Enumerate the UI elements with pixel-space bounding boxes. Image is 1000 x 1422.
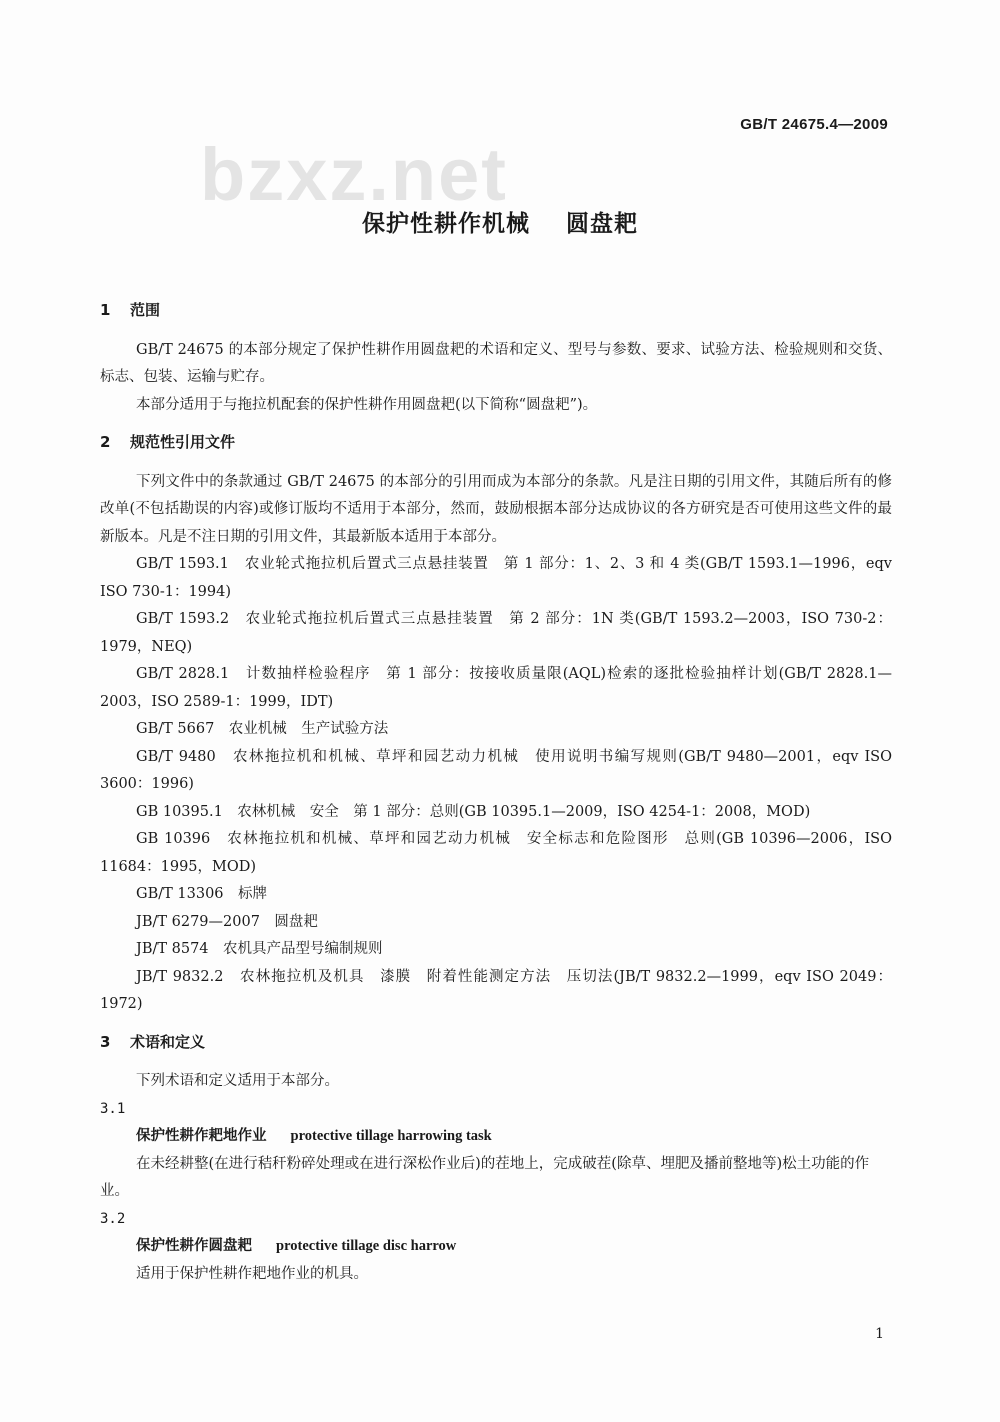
reference-item: GB/T 5667 农业机械 生产试验方法 [136,721,389,737]
paragraph: 本部分适用于与拖拉机配套的保护性耕作用圆盘耙(以下简称“圆盘耙”)。 [136,396,598,413]
watermark: bzxz.net [200,133,508,216]
document-body [100,297,892,1288]
section-heading-scope [100,297,892,325]
term-number: 3.2 [100,1210,126,1227]
reference-item: JB/T 8574 农机具产品型号编制规则 [136,941,383,957]
term-definition: 在未经耕整(在进行秸秆粉碎处理或在进行深松作业后)的茬地上，完成破茬(除草、埋肥及播前整地等)松土功能的作业。 [100,1155,870,1199]
reference-item: GB 10396 农林拖拉机和机械、草坪和园艺动力机械 安全标志和危险图形 总则(GB 10396—2006，ISO 11684：1995，MOD) [100,831,892,875]
term-title-zh: 保护性耕作圆盘耙 [136,1238,252,1254]
reference-item: JB/T 9832.2 农林拖拉机及机具 漆膜 附着性能测定方法 压切法(JB/T 9832.2—1999，eqv ISO 2049：1972) [100,968,892,1012]
section-number: 1 [100,301,111,319]
section-heading-terms-definitions [100,1029,892,1057]
reference-item: GB/T 1593.1 农业轮式拖拉机后置式三点悬挂装置 第 1 部分：1、2、3 和 4 类(GB/T 1593.1—1996，eqv ISO 730-1：1994) [100,556,892,600]
reference-item: GB/T 2828.1 计数抽样检验程序 第 1 部分：按接收质量限(AQL)检索的逐批检验抽样计划(GB/T 2828.1—2003，ISO 2589-1：1999，IDT) [100,666,892,710]
document-title: 保护性耕作机械 圆盘耙 [361,211,639,237]
page-number: 1 [875,1326,884,1342]
term-title [100,1233,892,1261]
section-number: 3 [100,1032,111,1051]
term-title [100,1123,892,1151]
section-title: 范围 [130,301,161,319]
paragraph: 下列术语和定义适用于本部分。 [136,1073,339,1089]
section-number: 2 [100,433,111,451]
section-title: 术语和定义 [130,1032,206,1051]
reference-item: JB/T 6279—2007 圆盘耙 [136,913,318,930]
paragraph: 下列文件中的条款通过 GB/T 24675 的本部分的引用而成为本部分的条款。凡是注日期的引用文件，其随后所有的修改单(不包括勘误的内容)或修订版均不适用于本部分，然而，鼓励根据本部分达成协议的各方研究是否可使用这些文件的最新版本。凡是不注日期的引用文件，其最新版本适用于本部分。 [100,473,892,545]
term-title-en: protective tillage disc harrow [276,1238,457,1254]
section-title: 规范性引用文件 [130,433,236,451]
reference-item: GB/T 13306 标牌 [136,886,268,902]
section-heading-normative-references [100,429,892,457]
reference-item: GB/T 1593.2 农业轮式拖拉机后置式三点悬挂装置 第 2 部分：1N 类(GB/T 1593.2—2003，ISO 730-2：1979，NEQ) [100,611,892,655]
term-number: 3.1 [100,1100,126,1117]
reference-item: GB 10395.1 农林机械 安全 第 1 部分：总则(GB 10395.1—2009，ISO 4254-1：2008，MOD) [136,803,811,820]
reference-item: GB/T 9480 农林拖拉机和机械、草坪和园艺动力机械 使用说明书编写规则(GB/T 9480—2001，eqv ISO 3600：1996) [100,748,892,792]
term-definition: 适用于保护性耕作耙地作业的机具。 [136,1265,368,1282]
term-title-zh: 保护性耕作耙地作业 [136,1128,267,1144]
standard-number: GB/T 24675.4—2009 [740,116,888,133]
term-title-en: protective tillage harrowing task [290,1128,492,1144]
paragraph: GB/T 24675 的本部分规定了保护性耕作用圆盘耙的术语和定义、型号与参数、要求、试验方法、检验规则和交货、标志、包装、运输与贮存。 [100,341,892,385]
